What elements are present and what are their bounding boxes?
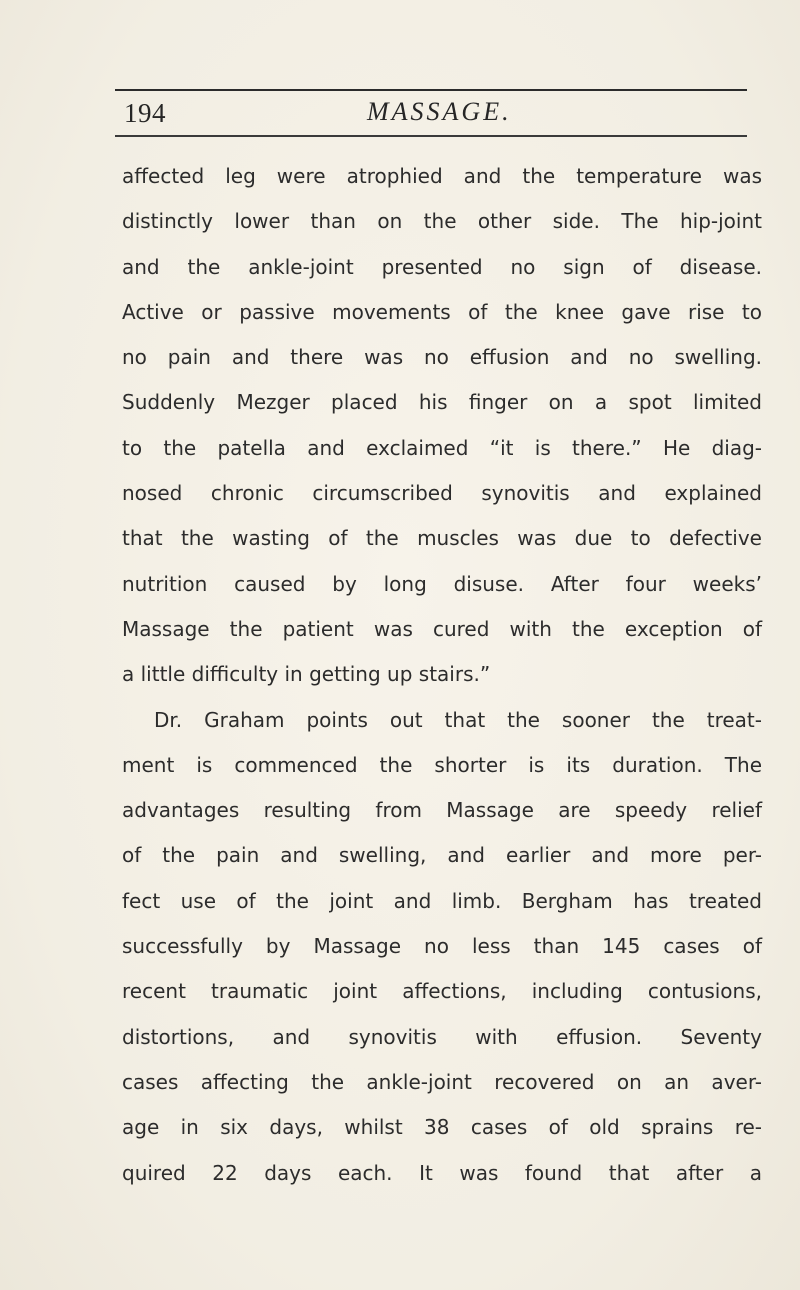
body-text [122, 154, 762, 1196]
text-line: ment is commenced the shorter is its duration. The [122, 752, 762, 777]
text-line: Suddenly Mezger placed his finger on a spot limited [122, 390, 762, 415]
text-line: affected leg were atrophied and the temperature was [122, 164, 762, 188]
text-line: Active or passive movements of the knee gave rise to [122, 299, 762, 324]
paragraph-start-line: Dr. Graham points out that the sooner the treat- [154, 707, 762, 732]
text-line: age in six days, whilst 38 cases of old sprains re- [122, 1115, 762, 1140]
text-line: recent traumatic joint affections, including contusions, [122, 979, 762, 1004]
text-line: nosed chronic circumscribed synovitis and explained [122, 481, 762, 506]
text-line: distortions, and synovitis with effusion. Seventy [122, 1024, 762, 1049]
text-line: cases affecting the ankle-joint recovered on an aver- [122, 1069, 762, 1094]
text-line: fect use of the joint and limb. Bergham has treated [122, 888, 762, 913]
text-line: Massage the patient was cured with the exception of [122, 616, 762, 641]
running-title: MASSAGE. [367, 97, 512, 126]
text-line: quired 22 days each. It was found that after a [122, 1160, 762, 1185]
text-line: advantages resulting from Massage are speedy relief [122, 798, 762, 823]
page-number: 194 [124, 98, 166, 128]
text-line: that the wasting of the muscles was due to defective [122, 526, 762, 551]
text-line: nutrition caused by long disuse. After four weeks’ [122, 571, 762, 596]
header-top-rule [115, 89, 747, 91]
text-line: a little difficulty in getting up stairs.” [122, 662, 491, 687]
text-line: and the ankle-joint presented no sign of disease. [122, 254, 762, 279]
text-line: of the pain and swelling, and earlier and more per- [122, 843, 762, 868]
text-line: distinctly lower than on the other side. The hip-joint [122, 209, 762, 234]
text-line: successfully by Massage no less than 145 cases of [122, 934, 762, 959]
text-line: to the patella and exclaimed “it is there.” He diag- [122, 435, 762, 460]
text-line: no pain and there was no effusion and no swelling. [122, 345, 762, 370]
header-bottom-rule [115, 135, 747, 137]
